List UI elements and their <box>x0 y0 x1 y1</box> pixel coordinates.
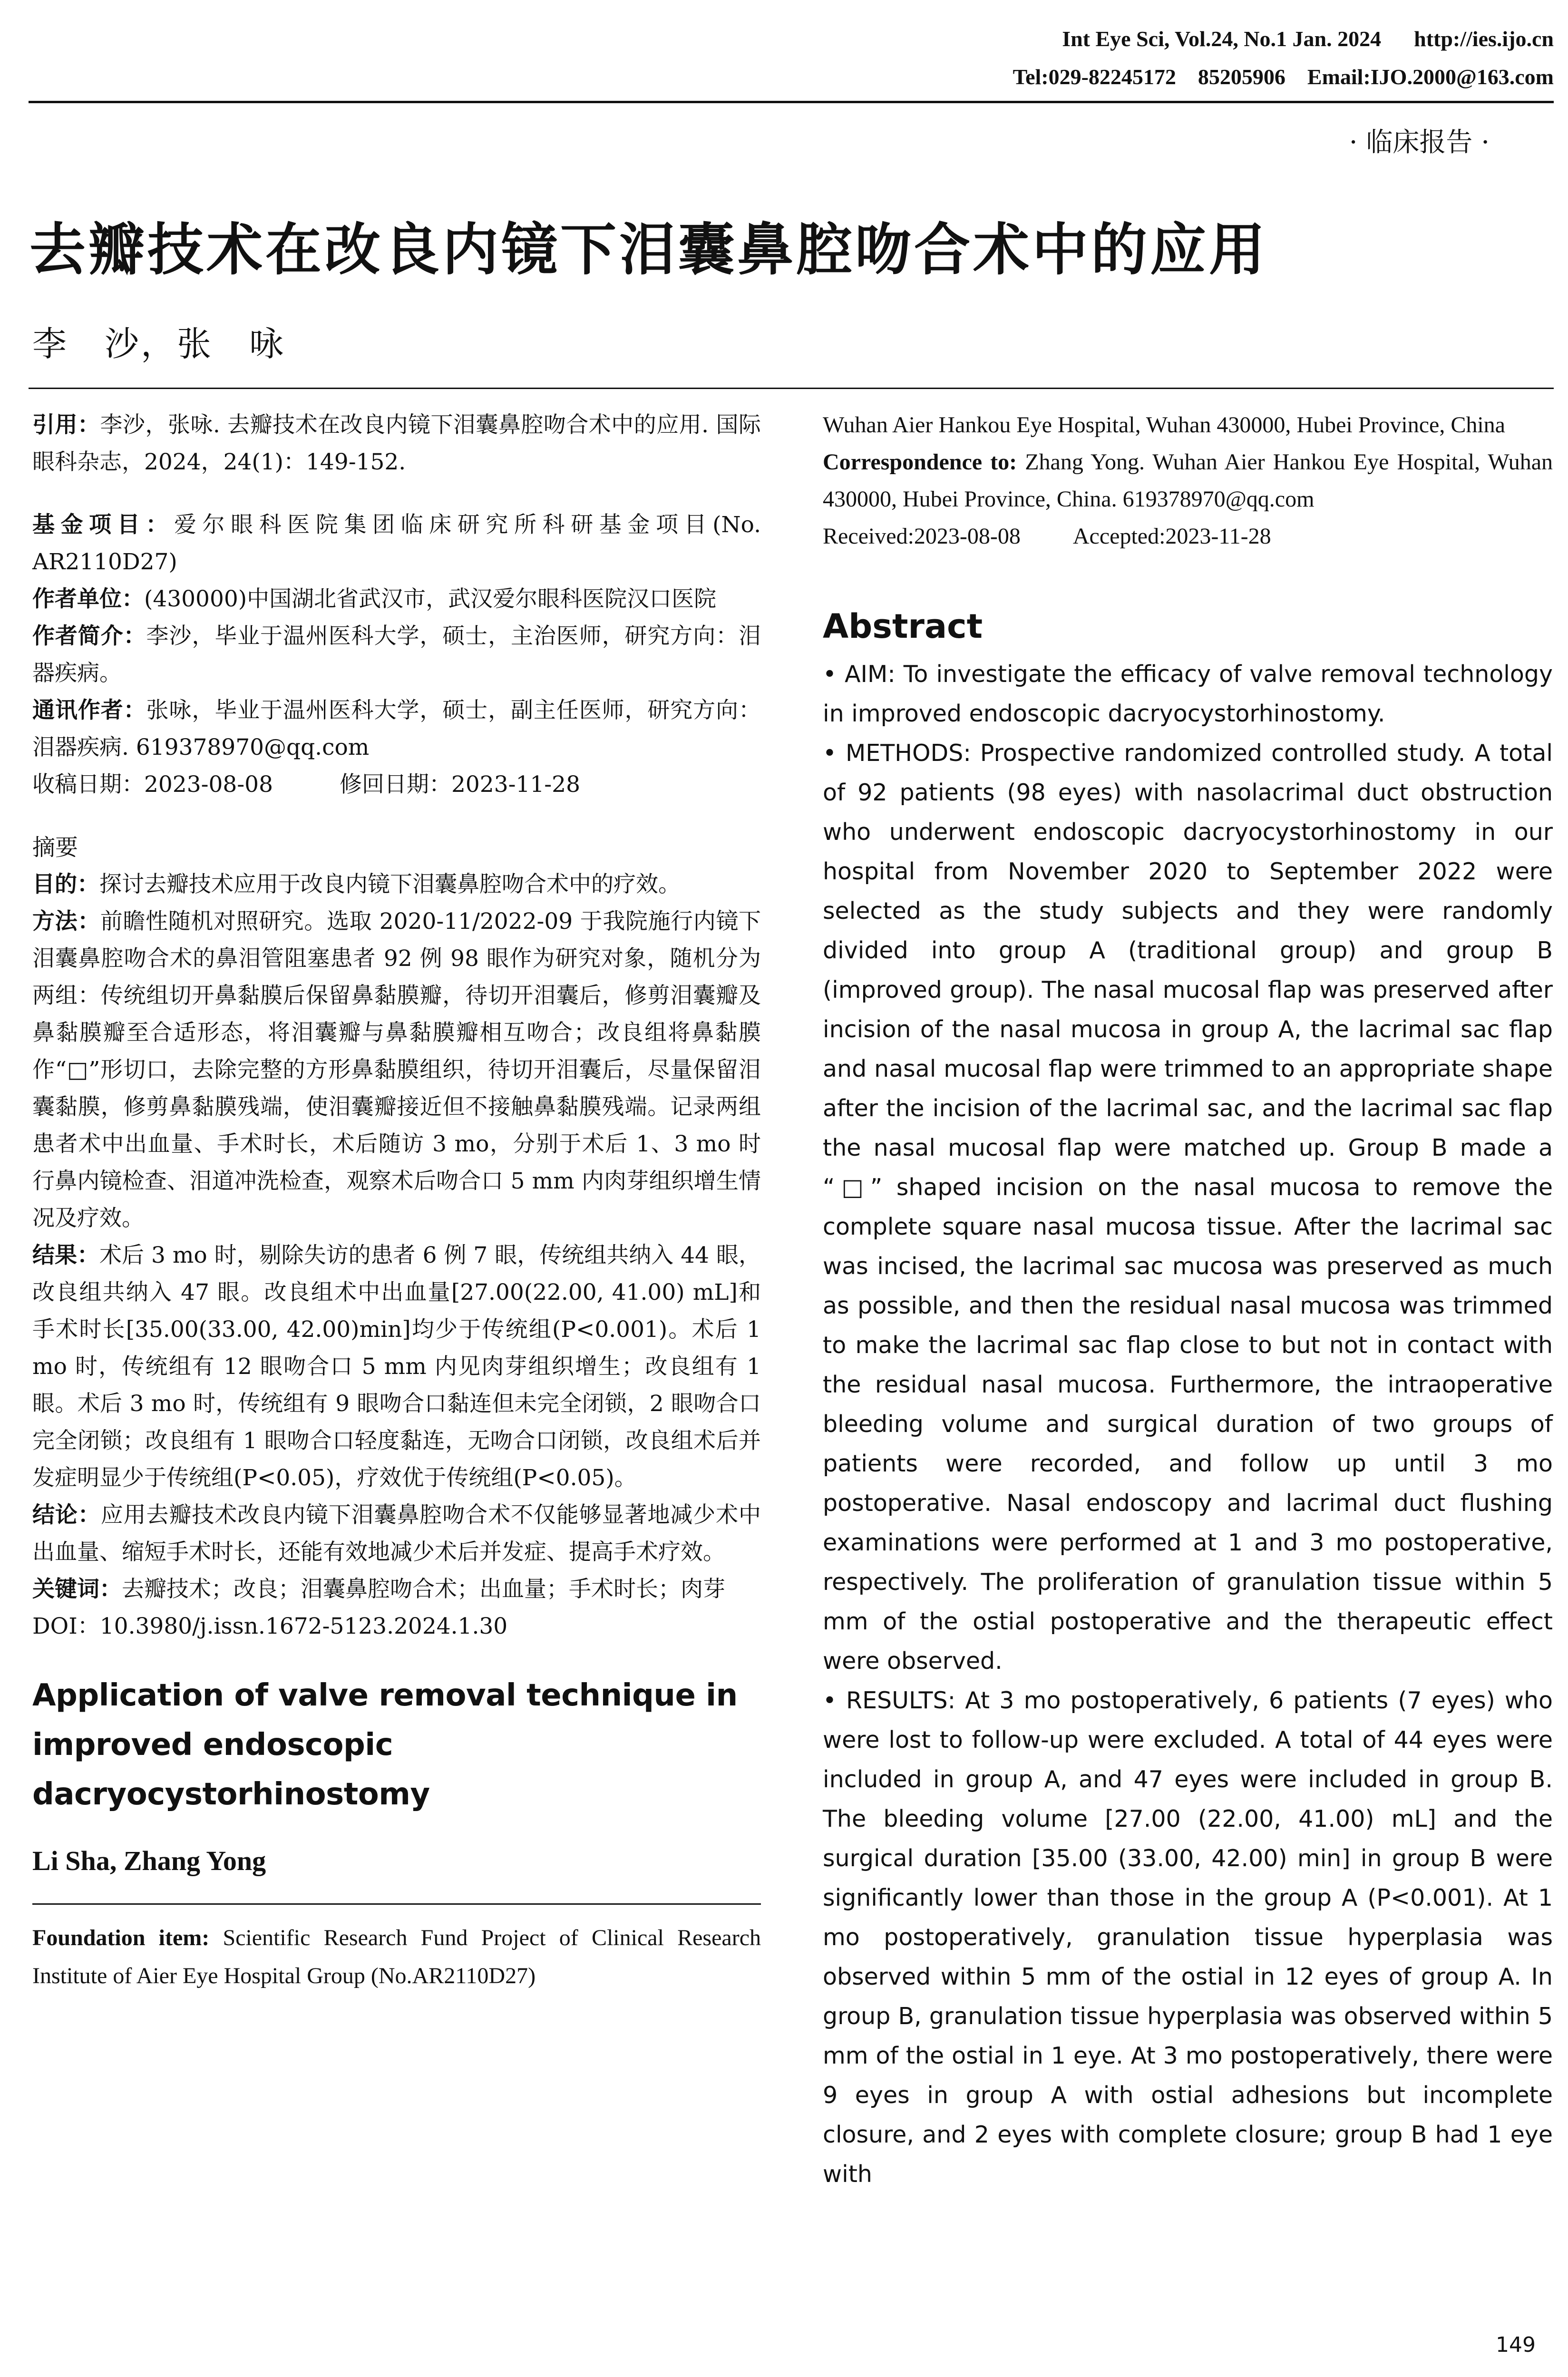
methods-cn <box>32 903 761 1237</box>
section-label: · 临床报告 · <box>1349 127 1490 158</box>
dates-cn <box>32 766 761 803</box>
corresponding-author <box>32 692 761 766</box>
methods-cn-label: 方法： <box>32 908 100 935</box>
affiliation-en: Wuhan Aier Hankou Eye Hospital, Wuhan 430000, Hubei Province, China <box>823 412 1505 438</box>
authors-cn: 李 沙，张 咏 <box>32 324 286 364</box>
fund-info <box>32 507 761 581</box>
methods-cn-text: 前瞻性随机对照研究。选取 2020-11/2022-09 于我院施行内镜下泪囊鼻腔吻合术的鼻泪管阻塞患者 92 例 98 眼作为研究对象，随机分为两组：传统组切开鼻黏膜后保留鼻黏膜瓣，待切开泪囊后，修剪泪囊瓣及鼻黏膜瓣至合适形态，将泪囊瓣与鼻黏膜瓣相互吻合；改良组将鼻黏膜作“□”形切口，去除完整的方形鼻黏膜组织，待切开泪囊后，尽量保留泪囊黏膜，修剪鼻黏膜残端，使泪囊瓣接近但不接触鼻黏膜残端。记录两组患者术中出血量、手术时长，术后随访 3 mo，分别于术后 1、3 mo 时行鼻内镜检查、泪道冲洗检查，观察术后吻合口 5 mm 内肉芽组织增生情况及疗效。 <box>32 908 761 1231</box>
corresponding-label: 通讯作者： <box>32 697 146 723</box>
keywords-cn-label: 关键词： <box>32 1576 122 1602</box>
foundation-label: Foundation item: <box>32 1925 210 1950</box>
author-intro-label: 作者简介： <box>32 623 146 649</box>
keywords-cn-text: 去瓣技术；改良；泪囊鼻腔吻合术；出血量；手术时长；肉芽 <box>122 1576 725 1602</box>
correspondence-en <box>823 444 1553 518</box>
corresponding-text: 张咏，毕业于温州医科大学，硕士，副主任医师，研究方向：泪器疾病. 619378970@qq.com <box>32 697 761 760</box>
conclusion-cn-text: 应用去瓣技术改良内镜下泪囊鼻腔吻合术不仅能够显著地减少术中出血量、缩短手术时长，还能有效地减少术后并发症、提高手术疗效。 <box>32 1502 761 1565</box>
keywords-cn <box>32 1571 761 1608</box>
citation-label: 引用： <box>32 412 100 438</box>
fund-text: 爱尔眼科医院集团临床研究所科研基金项目(No. AR2110D27) <box>32 512 761 575</box>
journal-header-line1: Int Eye Sci, Vol.24, No.1 Jan. 2024 http://ies.ijo.cn <box>1062 27 1554 51</box>
aim-cn <box>32 866 761 903</box>
author-intro-text: 李沙，毕业于温州医科大学，硕士，主治医师，研究方向：泪器疾病。 <box>32 623 761 686</box>
abstract-cn-heading: 摘要 <box>32 834 78 861</box>
left-column-rule <box>32 1903 761 1905</box>
correspondence-en-text: Zhang Yong. Wuhan Aier Hankou Eye Hospital, Wuhan 430000, Hubei Province, China. 619378970@qq.com <box>823 449 1553 512</box>
received-accepted <box>823 518 1553 555</box>
english-authors: Li Sha, Zhang Yong <box>32 1845 266 1876</box>
received-date-cn: 收稿日期：2023-08-08 <box>32 771 273 798</box>
results-cn-label: 结果： <box>32 1242 100 1268</box>
abstract-heading: Abstract <box>823 607 983 646</box>
header-rule <box>29 101 1554 103</box>
right-column <box>823 407 1553 2194</box>
fund-label: 基金项目： <box>32 512 174 538</box>
author-intro <box>32 618 761 692</box>
journal-header-line2: Tel:029-82245172 85205906 Email:IJO.2000@163.com <box>1013 65 1554 89</box>
conclusion-cn <box>32 1497 761 1571</box>
results-cn <box>32 1237 761 1497</box>
english-title: Application of valve removal technique in improved endoscopic dacryocystorhinostomy <box>32 1678 738 1812</box>
left-column <box>32 407 761 1995</box>
correspondence-en-label: Correspondence to: <box>823 449 1017 475</box>
citation <box>32 407 761 481</box>
citation-text: 李沙，张咏. 去瓣技术在改良内镜下泪囊鼻腔吻合术中的应用. 国际眼科杂志，2024，24(1)：149-152. <box>32 412 761 475</box>
accepted-date-en: Accepted:2023-11-28 <box>1072 524 1271 549</box>
results-cn-text: 术后 3 mo 时，剔除失访的患者 6 例 7 眼，传统组共纳入 44 眼，改良组共纳入 47 眼。改良组术中出血量[27.00(22.00, 41.00) mL]和手术时长[35.00(33.00, 42.00)min]均少于传统组(P<0.001)。术后 1 mo 时，传统组有 12 眼吻合口 5 mm 内见肉芽组织增生；改良组有 1 眼。术后 3 mo 时，传统组有 9 眼吻合口黏连但未完全闭锁，2 眼吻合口完全闭锁；改良组有 1 眼吻合口轻度黏连，无吻合口闭锁，改良组术后并发症明显少于传统组(P<0.05)，疗效优于传统组(P<0.05)。 <box>32 1242 761 1491</box>
foundation-text: Scientific Research Fund Project of Clinical Research Institute of Aier Eye Hospital Group (No.AR2110D27) <box>32 1925 761 1988</box>
abstract-methods: • METHODS: Prospective randomized controlled study. A total of 92 patients (98 eyes) with nasolacrimal duct obstruction who underwent endoscopic dacryocystorhinostomy in our hospital from November 2020 to September 2022 were selected as the study subjects and they were randomly divided into group A (traditional group) and group B (improved group). The nasal mucosal flap was preserved after incision of the nasal mucosa in group A, the lacrimal sac flap and nasal mucosal flap were trimmed to an appropriate shape after the incision of the lacrimal sac, and the lacrimal sac flap the nasal mucosal flap were matched up. Group B made a “□” shaped incision on the nasal mucosa to remove the complete square nasal mucosa tissue. After the lacrimal sac was incised, the lacrimal sac mucosa was preserved as much as possible, and then the residual nasal mucosa was trimmed to make the lacrimal sac flap close to but not in contact with the residual nasal mucosa. Furthermore, the intraoperative bleeding volume and surgical duration of two groups of patients were recorded, and follow up until 3 mo postoperative. Nasal endoscopy and lacrimal duct flushing examinations were performed at 1 and 3 mo postoperative, respectively. The proliferation of granulation tissue within 5 mm of the ostial postoperative and the therapeutic effect were observed. <box>823 740 1553 1675</box>
abstract-results: • RESULTS: At 3 mo postoperatively, 6 patients (7 eyes) who were lost to follow-up were excluded. A total of 44 eyes were included in group A, and 47 eyes were included in group B. The bleeding volume [27.00 (22.00, 41.00) mL] and the surgical duration [35.00 (33.00, 42.00) min] in group B were significantly lower than those in the group A (P<0.001). At 1 mo postoperatively, granulation tissue hyperplasia was observed within 5 mm of the ostial in 12 eyes of group A. In group B, granulation tissue hyperplasia was observed within 5 mm of the ostial in 1 eye. At 3 mo postoperatively, there were 9 eyes in group A with ostial adhesions but incomplete closure, and 2 eyes with complete closure; group B had 1 eye with <box>823 1687 1553 2188</box>
received-date-en: Received:2023-08-08 <box>823 524 1021 549</box>
affiliation-label: 作者单位： <box>32 586 144 612</box>
affiliation-text: (430000)中国湖北省武汉市，武汉爱尔眼科医院汉口医院 <box>144 586 717 612</box>
foundation-item <box>32 1919 761 1995</box>
aim-cn-text: 探讨去瓣技术应用于改良内镜下泪囊鼻腔吻合术中的疗效。 <box>99 871 681 897</box>
conclusion-cn-label: 结论： <box>32 1502 101 1528</box>
aim-cn-label: 目的： <box>32 871 99 897</box>
article-title: 去瓣技术在改良内镜下泪囊鼻腔吻合术中的应用 <box>29 217 1268 283</box>
authors-rule <box>29 388 1554 389</box>
revised-date-cn: 修回日期：2023-11-28 <box>339 771 580 798</box>
author-affiliation <box>32 581 761 618</box>
abstract-aim: • AIM: To investigate the efficacy of valve removal technology in improved endoscopic dacryocystorhinostomy. <box>823 661 1553 727</box>
page-number: 149 <box>1496 2333 1536 2357</box>
doi: DOI：10.3980/j.issn.1672-5123.2024.1.30 <box>32 1613 508 1639</box>
